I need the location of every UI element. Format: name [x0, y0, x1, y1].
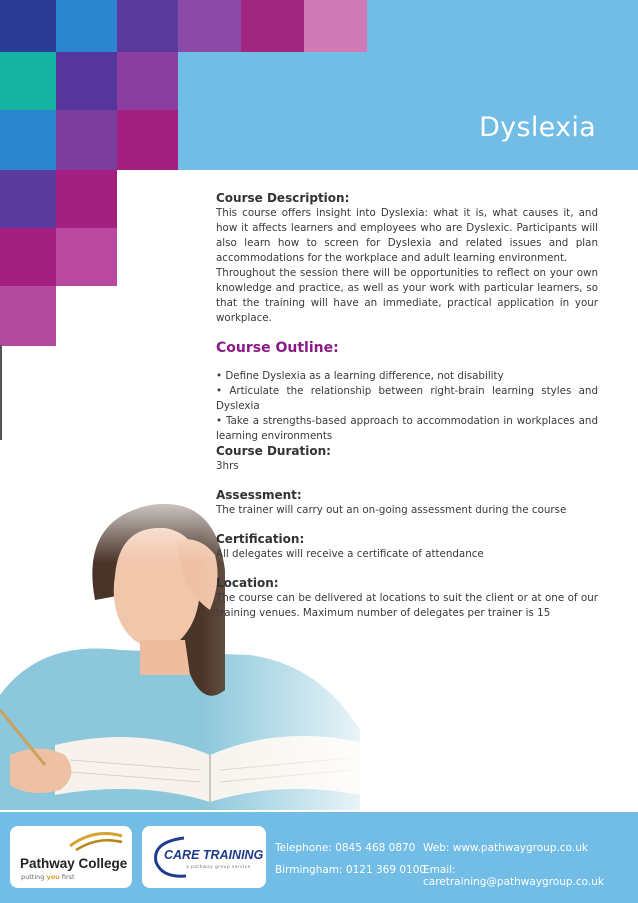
- logo-tagline: a pathway group service: [186, 865, 251, 870]
- mosaic-tile: [56, 52, 117, 110]
- care-training-logo: [142, 826, 266, 888]
- mosaic-tile: [117, 0, 178, 52]
- mosaic-tile: [0, 52, 56, 110]
- mosaic-tile: [178, 0, 241, 52]
- pathway-college-logo: [10, 826, 132, 888]
- mosaic-tile: [0, 0, 56, 52]
- mosaic-tile: [0, 170, 56, 228]
- course-description-text: This course offers insight into Dyslexia: what it is, what causes it, and how it affects learners and employees who are Dyslexic. Participants will also learn how to screen for Dyslexia and related issues and plan accommodations for the workplace and adult learning environment.: [216, 207, 598, 264]
- course-duration-heading: Course Duration:: [216, 444, 331, 458]
- mosaic-tile: [304, 0, 367, 52]
- tagline-part: first: [59, 873, 75, 881]
- divider: [0, 345, 2, 440]
- email-link[interactable]: Email: caretraining@pathwaygroup.co.uk: [423, 864, 604, 888]
- tagline-part: putting: [21, 873, 47, 881]
- course-description-text: Throughout the session there will be opportunities to reflect on your own knowledge and practice, as well as your work with particular learners, so that the training will have an immediate, practical application in your workplace.: [216, 267, 598, 324]
- mosaic-tile: [56, 0, 117, 52]
- outline-item: • Define Dyslexia as a learning difference, not disability: [216, 370, 504, 382]
- birmingham-phone-text: Birmingham: 0121 369 0100: [275, 864, 427, 876]
- mosaic-tile: [56, 110, 117, 170]
- footer: [0, 812, 638, 903]
- logo-name: Pathway College: [20, 856, 128, 871]
- mosaic-tile: [0, 228, 56, 286]
- course-description-heading: Course Description:: [216, 191, 350, 205]
- mosaic-tile: [0, 286, 56, 346]
- location-heading: Location:: [216, 576, 279, 590]
- web-link[interactable]: Web: www.pathwaygroup.co.uk: [423, 842, 588, 854]
- course-outline-heading: Course Outline:: [216, 340, 339, 356]
- page-title: Dyslexia: [479, 112, 596, 143]
- certification-heading: Certification:: [216, 532, 305, 546]
- logo-name: CARE TRAINING: [164, 848, 264, 862]
- mosaic-tile: [117, 52, 178, 110]
- logo-tagline: [21, 873, 75, 881]
- mosaic-tile: [0, 110, 56, 170]
- course-content: [216, 191, 598, 621]
- certification-text: All delegates will receive a certificate of attendance: [216, 548, 484, 560]
- mosaic-tile: [56, 170, 117, 228]
- outline-item: • Take a strengths-based approach to accommodation in workplaces and learning environments: [216, 415, 598, 442]
- outline-item: • Articulate the relationship between right-brain learning styles and Dyslexia: [216, 385, 598, 412]
- swoosh-icon: [68, 830, 124, 852]
- mosaic-tile: [241, 0, 304, 52]
- mosaic-tile: [117, 110, 178, 170]
- assessment-heading: Assessment:: [216, 488, 302, 502]
- tagline-part: you: [46, 873, 60, 881]
- course-duration-text: 3hrs: [216, 460, 239, 472]
- telephone-text: Telephone: 0845 468 0870: [275, 842, 416, 854]
- location-text: The course can be delivered at locations to suit the client or at one of our training venues. Maximum number of delegates per trainer is 15: [216, 592, 598, 619]
- assessment-text: The trainer will carry out an on-going assessment during the course: [216, 504, 567, 516]
- mosaic-tile: [56, 228, 117, 286]
